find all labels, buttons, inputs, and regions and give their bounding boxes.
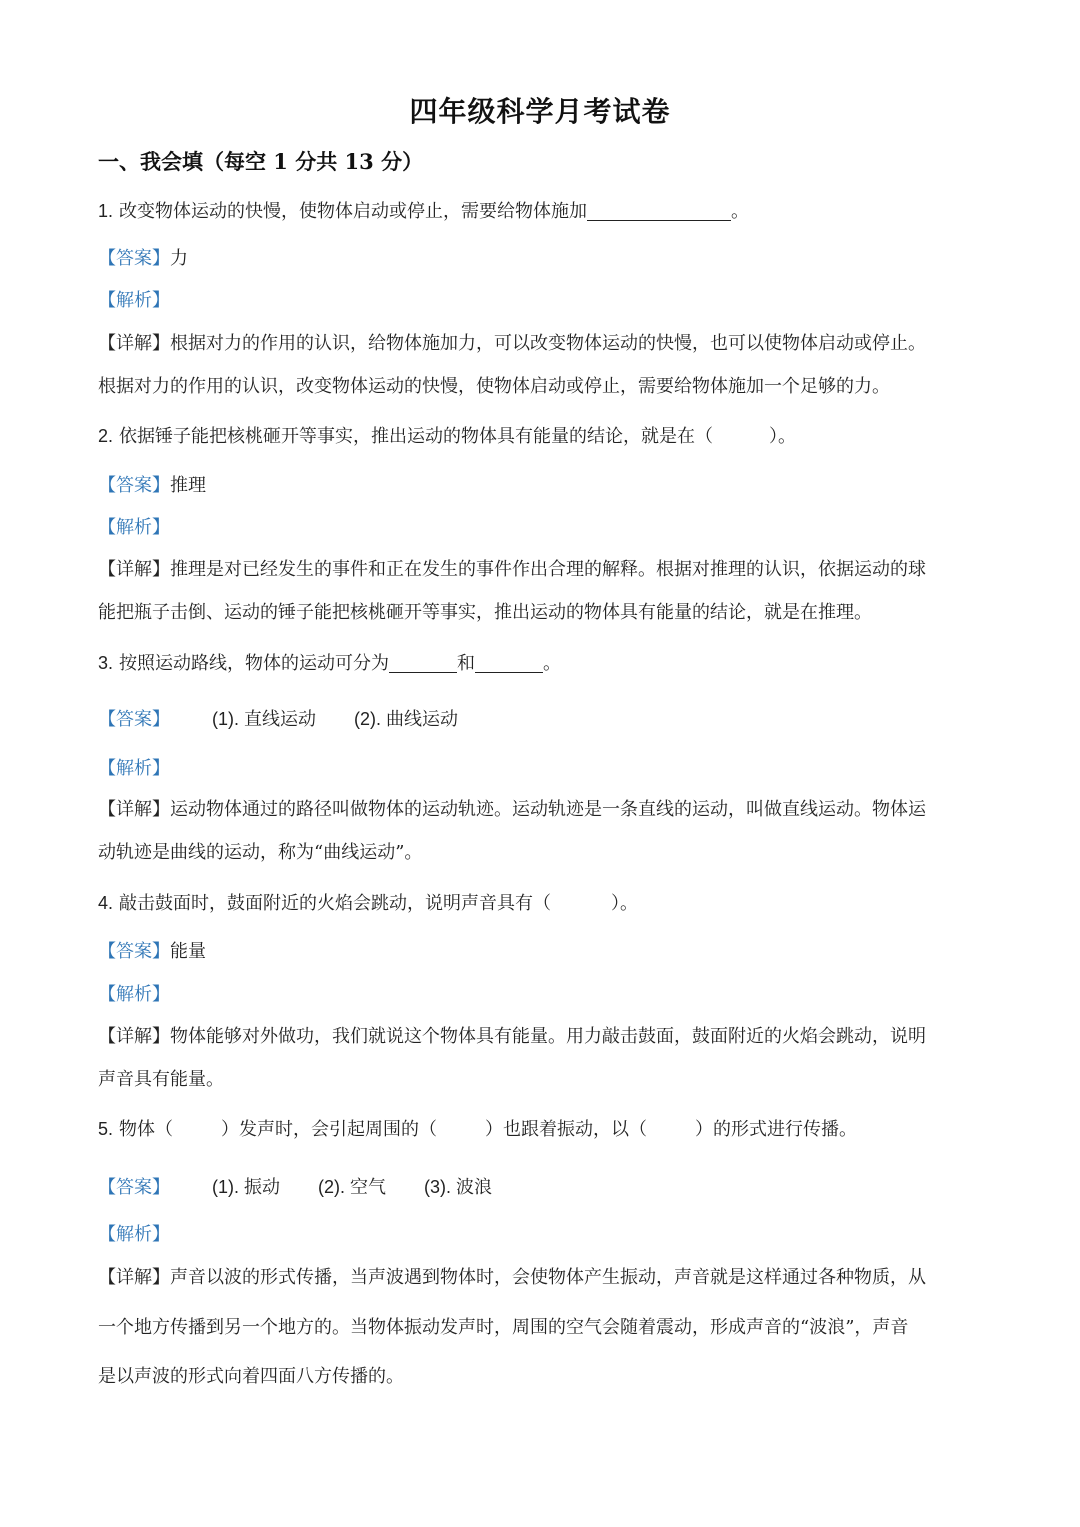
detail-text: 能把瓶子击倒、运动的锤子能把核桃砸开等事实，推出运动的物体具有能量的结论，就是在推理。: [98, 602, 872, 623]
question-1: [98, 198, 749, 225]
detail-row-5c: [98, 1364, 404, 1390]
question-4: [98, 890, 638, 917]
question-3: [98, 650, 561, 677]
detail-text: 推理是对已经发生的事件和正在发生的事件作出合理的解释。根据对推理的认识，依据运动的球: [170, 559, 926, 580]
detail-text: 动轨迹是曲线的运动，称为“曲线运动”。: [98, 842, 423, 863]
analysis-tag: 【解析】: [98, 517, 170, 538]
detail-row-1b: [98, 374, 890, 400]
answer-item-1: [212, 709, 316, 729]
section-heading: 一、我会填（每空 1 分共 13 分）: [98, 149, 424, 174]
question-text: 依据锤子能把核桃砸开等事实，推出运动的物体具有能量的结论，就是在（: [119, 426, 714, 447]
question-text-part4: ）的形式进行传播。: [695, 1119, 858, 1140]
answer-blank: [587, 200, 731, 221]
question-text-part2: ）发声时，会引起周围的（: [221, 1119, 438, 1140]
detail-row-4a: [98, 1024, 926, 1050]
detail-tag: 【详解】: [98, 799, 170, 820]
detail-row-4b: [98, 1067, 224, 1093]
answer-row-5: [98, 1174, 492, 1201]
answer-blank-1: [389, 652, 457, 673]
answer-value: 力: [170, 248, 188, 269]
answer-number: (2).: [318, 1177, 346, 1197]
analysis-row-3: [98, 756, 170, 782]
answer-number: (2).: [354, 709, 382, 729]
question-number: 2.: [98, 426, 114, 446]
answer-row-4: [98, 939, 206, 965]
detail-row-5a: [98, 1265, 926, 1291]
detail-row-2b: [98, 600, 872, 626]
detail-row-3a: [98, 797, 926, 823]
question-2: [98, 423, 796, 450]
answer-value: 推理: [170, 475, 206, 496]
answer-row-1: [98, 246, 188, 272]
detail-text: 根据对力的作用的认识，给物体施加力，可以改变物体运动的快慢，也可以使物体启动或停止。: [170, 333, 926, 354]
question-text: 按照运动路线，物体的运动可分为: [119, 653, 390, 674]
answer-item-3: [424, 1177, 492, 1197]
answer-number: (1).: [212, 1177, 239, 1197]
detail-text: 声音具有能量。: [98, 1069, 224, 1090]
answer-tag: 【答案】: [98, 248, 170, 269]
answer-item-1: [212, 1177, 280, 1197]
analysis-tag: 【解析】: [98, 290, 170, 311]
analysis-row-4: [98, 982, 170, 1008]
answer-value: 空气: [350, 1177, 387, 1198]
question-text-end: 。: [543, 653, 562, 674]
question-number: 5.: [98, 1119, 114, 1139]
detail-row-5b: [98, 1315, 908, 1341]
question-number: 1.: [98, 201, 114, 221]
answer-item-2: [354, 709, 458, 729]
question-text: 改变物体运动的快慢，使物体启动或停止，需要给物体施加: [119, 201, 588, 222]
analysis-tag: 【解析】: [98, 1224, 170, 1245]
answer-item-2: [318, 1177, 386, 1197]
question-text-part1: 物体（: [119, 1119, 174, 1140]
detail-text: 是以声波的形式向着四面八方传播的。: [98, 1366, 404, 1387]
analysis-row-1: [98, 288, 170, 314]
question-text-end: 。: [731, 201, 750, 222]
question-5: [98, 1116, 857, 1143]
question-text-mid: 和: [457, 653, 476, 674]
question-text-end: ）。: [769, 426, 797, 447]
analysis-row-2: [98, 515, 170, 541]
answer-number: (1).: [212, 709, 239, 729]
answer-number: (3).: [424, 1177, 452, 1197]
detail-tag: 【详解】: [98, 1267, 170, 1288]
question-text: 敲击鼓面时，鼓面附近的火焰会跳动，说明声音具有（: [119, 893, 552, 914]
detail-text: 运动物体通过的路径叫做物体的运动轨迹。运动轨迹是一条直线的运动，叫做直线运动。物体运: [170, 799, 926, 820]
question-number: 4.: [98, 893, 114, 913]
detail-text: 物体能够对外做功，我们就说这个物体具有能量。用力敲击鼓面，鼓面附近的火焰会跳动，说明: [170, 1026, 926, 1047]
answer-row-2: [98, 473, 206, 499]
analysis-row-5: [98, 1222, 170, 1248]
answer-value: 振动: [244, 1177, 281, 1198]
detail-row-3b: [98, 840, 422, 866]
detail-row-1a: [98, 331, 926, 357]
answer-value: 直线运动: [244, 709, 317, 730]
question-text-end: ）。: [611, 893, 639, 914]
detail-tag: 【详解】: [98, 1026, 170, 1047]
detail-text: 根据对力的作用的认识，改变物体运动的快慢，使物体启动或停止，需要给物体施加一个足够的力。: [98, 376, 890, 397]
answer-tag: 【答案】: [98, 1177, 170, 1198]
answer-value: 波浪: [456, 1177, 493, 1198]
answer-blank-2: [475, 652, 543, 673]
detail-text: 声音以波的形式传播，当声波遇到物体时，会使物体产生振动，声音就是这样通过各种物质，从: [170, 1267, 926, 1288]
answer-tag: 【答案】: [98, 475, 170, 496]
page-title: 四年级科学月考试卷: [409, 95, 671, 128]
analysis-tag: 【解析】: [98, 984, 170, 1005]
answer-value: 能量: [170, 941, 206, 962]
detail-tag: 【详解】: [98, 559, 170, 580]
detail-tag: 【详解】: [98, 333, 170, 354]
question-text-part3: ）也跟着振动，以（: [485, 1119, 648, 1140]
detail-row-2a: [98, 557, 926, 583]
answer-tag: 【答案】: [98, 709, 170, 730]
analysis-tag: 【解析】: [98, 758, 170, 779]
question-number: 3.: [98, 653, 114, 673]
answer-row-3: [98, 706, 458, 733]
answer-tag: 【答案】: [98, 941, 170, 962]
detail-text: 一个地方传播到另一个地方的。当物体振动发声时，周围的空气会随着震动，形成声音的“波浪”，声音: [98, 1317, 909, 1338]
answer-value: 曲线运动: [386, 709, 459, 730]
